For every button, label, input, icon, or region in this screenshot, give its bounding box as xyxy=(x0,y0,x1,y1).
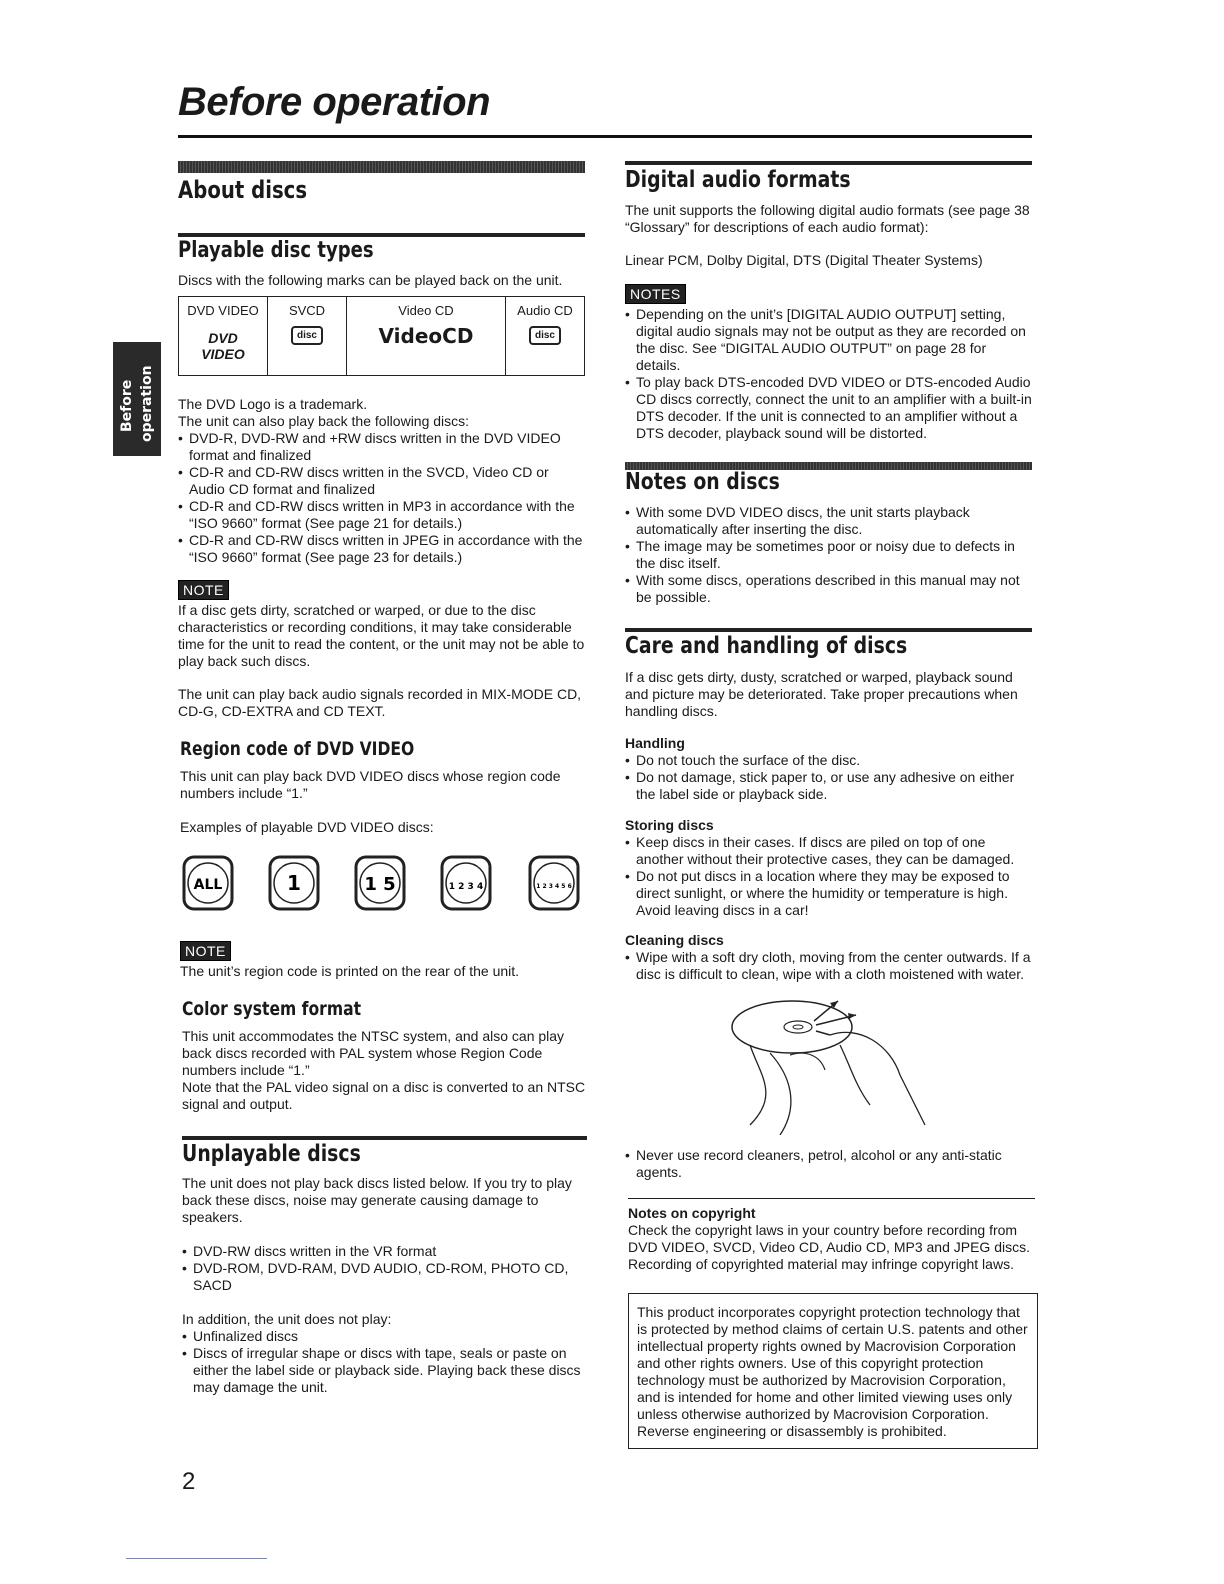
list-item: • Do not put discs in a location where they may be exposed to direct sunlight, or where the humidity or temperature is high. Avoid leaving discs in a car! xyxy=(625,868,1032,919)
list-item: • The image may be sometimes poor or noisy due to defects in the disc itself. xyxy=(625,538,1032,572)
logo-label: SVCD xyxy=(288,303,326,318)
unplayable-list-2 xyxy=(182,1328,587,1396)
list-item: • Never use record cleaners, petrol, alcohol or any anti-static agents. xyxy=(625,1147,1032,1181)
digital-formats: Linear PCM, Dolby Digital, DTS (Digital Theater Systems) xyxy=(625,252,983,268)
svcd-disc-logo-icon: disc xyxy=(291,326,323,345)
list-item: • With some DVD VIDEO discs, the unit starts playback automatically after inserting the disc. xyxy=(625,504,1032,538)
handling-title: Handling xyxy=(625,735,685,751)
section-bar xyxy=(625,628,1032,632)
macrovision-text: This product incorporates copyright protection technology that is protected by method claims of certain U.S. patents and other intellectual property rights owned by Macrovision Corporation and other rights owners. Use of this copyright protection technology must be authorized by Macrovision Corporation, and is intended for home and other limited viewing uses only unless otherwise authorized by Macrovision Corporation. Reverse engineering or disassembly is prohibited. xyxy=(637,1304,1028,1439)
side-tab-line2: operation xyxy=(139,365,155,442)
side-tab xyxy=(113,342,161,456)
unplayable-intro: The unit does not play back discs listed below. If you try to play back these discs, noise may generate causing damage to speakers. xyxy=(182,1175,572,1225)
also-text: The unit can also play back the following discs: xyxy=(178,413,470,429)
page-number: 2 xyxy=(182,1468,196,1495)
videocd-logo-icon: VideoCD xyxy=(378,324,474,348)
list-item: • CD-R and CD-RW discs written in the SVCD, Video CD or Audio CD format and finalized xyxy=(178,464,585,498)
copyright-rule xyxy=(628,1198,1035,1199)
list-item: • Wipe with a soft dry cloth, moving from the center outwards. If a disc is difficult to clean, wipe with a cloth moistened with water. xyxy=(625,949,1032,983)
region-1-5-icon xyxy=(354,855,406,911)
about-discs-heading: About discs xyxy=(178,176,308,204)
never-list xyxy=(625,1147,1032,1181)
color-heading: Color system format xyxy=(182,998,362,1020)
logo-cell-audiocd xyxy=(506,297,585,376)
care-intro: If a disc gets dirty, dusty, scratched or warped, playback sound and picture may be deteriorated. Take proper precautions when handling discs. xyxy=(625,669,1018,719)
region-label: 1 5 xyxy=(364,874,396,895)
region-text: This unit can play back DVD VIDEO discs whose region code numbers include “1.” xyxy=(180,768,561,801)
section-bar xyxy=(178,161,585,173)
mixmode-text: The unit can play back audio signals recorded in MIX-MODE CD, CD-G, CD-EXTRA and CD TEXT. xyxy=(178,686,582,719)
macrovision-box xyxy=(628,1293,1038,1449)
list-item: • DVD-RW discs written in the VR format xyxy=(182,1243,587,1260)
side-tab-line1: Before xyxy=(119,379,135,432)
logo-cell-dvd xyxy=(179,297,268,376)
color-text xyxy=(182,1028,587,1113)
unplayable-heading: Unplayable discs xyxy=(182,1141,361,1167)
notes-on-discs-heading: Notes on discs xyxy=(625,469,780,495)
region-label: ALL xyxy=(193,877,223,893)
list-item: • CD-R and CD-RW discs written in MP3 in accordance with the “ISO 9660” format (See page 21 for details.) xyxy=(178,498,585,532)
subsection-bar xyxy=(182,1136,587,1140)
playable-details xyxy=(178,396,585,566)
digital-heading: Digital audio formats xyxy=(625,167,851,193)
list-item: • Depending on the unit’s [DIGITAL AUDIO OUTPUT] setting, digital audio signals may not be output as they are recorded on the disc. See “DIGITAL AUDIO OUTPUT” on page 28 for details. xyxy=(625,306,1032,374)
region-label: 1 xyxy=(287,871,301,895)
list-item: • With some discs, operations described in this manual may not be possible. xyxy=(625,572,1032,606)
care-heading: Care and handling of discs xyxy=(625,633,908,659)
cleaning-title: Cleaning discs xyxy=(625,932,724,948)
list-item: • Do not touch the surface of the disc. xyxy=(625,752,1032,769)
disc-logo-table xyxy=(178,296,585,376)
region-label: 1 2 3 4 5 6 xyxy=(536,883,572,890)
digital-intro: The unit supports the following digital audio formats (see page 38 “Glossary” for descriptions of each audio format): xyxy=(625,202,1030,235)
logo-label: DVD VIDEO xyxy=(187,303,259,318)
unplayable-addition: In addition, the unit does not play: xyxy=(182,1311,392,1327)
region-1-icon xyxy=(268,855,320,911)
page-title: Before operation xyxy=(178,80,491,124)
list-item: • Discs of irregular shape or discs with tape, seals or paste on either the label side or playback side. Playing back these discs may damage the unit. xyxy=(182,1345,587,1396)
disc-cleaning-illustration-icon xyxy=(730,995,940,1135)
logo-label: Audio CD xyxy=(517,303,573,318)
trademark-text: The DVD Logo is a trademark. xyxy=(178,396,368,412)
region-heading: Region code of DVD VIDEO xyxy=(180,738,415,760)
region-all-icon xyxy=(182,855,234,911)
unplayable-list xyxy=(182,1243,587,1294)
copyright-title: Notes on copyright xyxy=(628,1205,756,1221)
region-note-badge: NOTE xyxy=(180,941,231,961)
list-item: • Keep discs in their cases. If discs are piled on top of one another without their protective cases, they can be damaged. xyxy=(625,834,1032,868)
note-text: If a disc gets dirty, scratched or warped, or due to the disc characteristics or recording conditions, it may take considerable time for the unit to read the content, or the unit may not be able to play back such discs. xyxy=(178,602,585,669)
logo-cell-svcd xyxy=(268,297,347,376)
list-item: • CD-R and CD-RW discs written in JPEG in accordance with the “ISO 9660” format (See page 23 for details.) xyxy=(178,532,585,566)
section-bar xyxy=(625,161,1032,165)
digital-notes xyxy=(625,306,1032,442)
list-item: • Unfinalized discs xyxy=(182,1328,587,1345)
list-item: • To play back DTS-encoded DVD VIDEO or DTS-encoded Audio CD discs correctly, connect the unit to an amplifier with a built-in DTS decoder. If the unit is connected to an amplifier without a DTS decoder, playback sound will be distorted. xyxy=(625,374,1032,442)
region-note-text: The unit’s region code is printed on the rear of the unit. xyxy=(180,963,520,979)
list-item: • DVD-R, DVD-RW and +RW discs written in the DVD VIDEO format and finalized xyxy=(178,430,585,464)
logo-cell-videocd xyxy=(347,297,506,376)
note-badge: NOTE xyxy=(178,580,229,600)
notes-badge: NOTES xyxy=(625,284,686,304)
region-1-6-icon xyxy=(528,855,580,911)
region-examples: Examples of playable DVD VIDEO discs: xyxy=(180,819,434,835)
region-1-2-3-4-icon xyxy=(440,855,492,911)
storing-title: Storing discs xyxy=(625,817,714,833)
color-text-1: This unit accommodates the NTSC system, and also can play back discs recorded with PAL system whose Region Code numbers include “1.” xyxy=(182,1028,565,1078)
playable-heading: Playable disc types xyxy=(178,238,374,263)
bottom-rule xyxy=(126,1558,267,1559)
list-item: • DVD-ROM, DVD-RAM, DVD AUDIO, CD-ROM, PHOTO CD, SACD xyxy=(182,1260,587,1294)
region-label: 1 2 3 4 xyxy=(448,882,484,892)
color-text-2: Note that the PAL video signal on a disc is converted to an NTSC signal and output. xyxy=(182,1079,586,1112)
copyright-text: Check the copyright laws in your country before recording from DVD VIDEO, SVCD, Video CD, Audio CD, MP3 and JPEG discs. Recording of copyrighted material may infringe copyright laws. xyxy=(628,1222,1031,1272)
audiocd-disc-logo-icon: disc xyxy=(529,326,561,345)
dvd-logo-icon: DVD VIDEO xyxy=(201,330,245,362)
cleaning-section xyxy=(625,932,1032,983)
copyright-section xyxy=(628,1205,1035,1273)
playable-intro: Discs with the following marks can be played back on the unit. xyxy=(178,272,563,288)
subsection-bar xyxy=(178,233,585,237)
handling-section xyxy=(625,735,1032,803)
list-item: • Do not damage, stick paper to, or use any adhesive on either the label side or playback side. xyxy=(625,769,1032,803)
title-rule xyxy=(178,135,1032,138)
storing-section xyxy=(625,817,1032,919)
notes-on-discs-list xyxy=(625,504,1032,606)
logo-label: Video CD xyxy=(398,303,454,318)
